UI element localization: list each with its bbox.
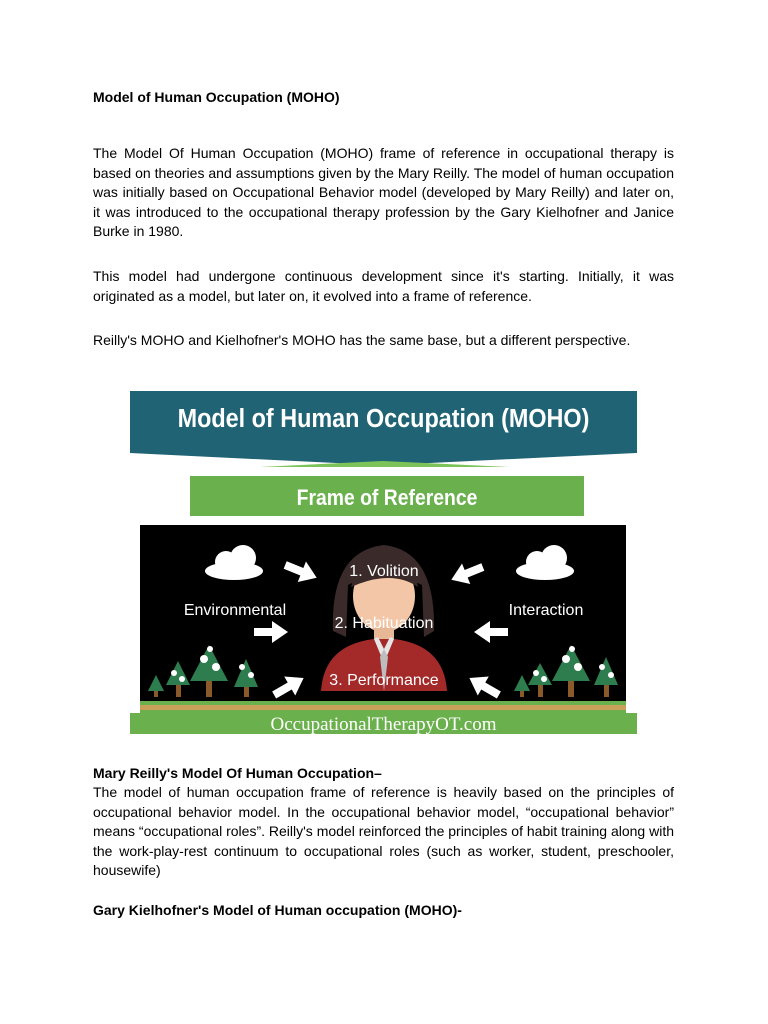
banner-title: Model of Human Occupation (MOHO) xyxy=(177,404,590,434)
paragraph-intro: The Model Of Human Occupation (MOHO) frame of reference in occupational therapy is based on theories and assumptions given by the Mary Reilly. The model of human occupation was initially based on Occupational Behavior model (developed by Mary Reilly) and later on, it was introduced to the occupational therapy profession by the Gary Kielhofner and Janice Burke in 1980. xyxy=(93,145,674,240)
ground-soil xyxy=(140,705,626,710)
label-environmental: Environmental xyxy=(183,602,287,619)
frame-peak xyxy=(260,461,510,467)
label-interaction: Interaction xyxy=(508,602,584,619)
section-heading-reilly: Mary Reilly's Model Of Human Occupation– xyxy=(93,765,382,781)
paragraph-perspective: Reilly's MOHO and Kielhofner's MOHO has the same base, but a different perspective. xyxy=(93,332,631,348)
item-performance: 3. Performance xyxy=(329,672,439,689)
frame-label: Frame of Reference xyxy=(296,485,478,511)
item-volition: 1. Volition xyxy=(349,563,419,580)
item-habituation: 2. Habituation xyxy=(334,615,434,632)
footer-site-name: OccupationalTherapyOT.com xyxy=(270,714,497,734)
paragraph-development: This model had undergone continuous development since it's starting. Initially, it was originated as a model, but later on, it evolved into a frame of reference. xyxy=(93,268,674,304)
section-heading-kielhofner: Gary Kielhofner's Model of Human occupation (MOHO)- xyxy=(93,902,462,918)
moho-infographic xyxy=(130,391,637,734)
paragraph-reilly: The model of human occupation frame of reference is heavily based on the principles of occupational behavior model. In the occupational behavior model, “occupational behavior” means “occupational roles”. Reilly's model reinforced the principles of habit training along with the work-play-rest continuum to occupational roles (such as worker, student, preschooler, housewife) xyxy=(93,784,674,879)
document-title: Model of Human Occupation (MOHO) xyxy=(93,89,340,105)
